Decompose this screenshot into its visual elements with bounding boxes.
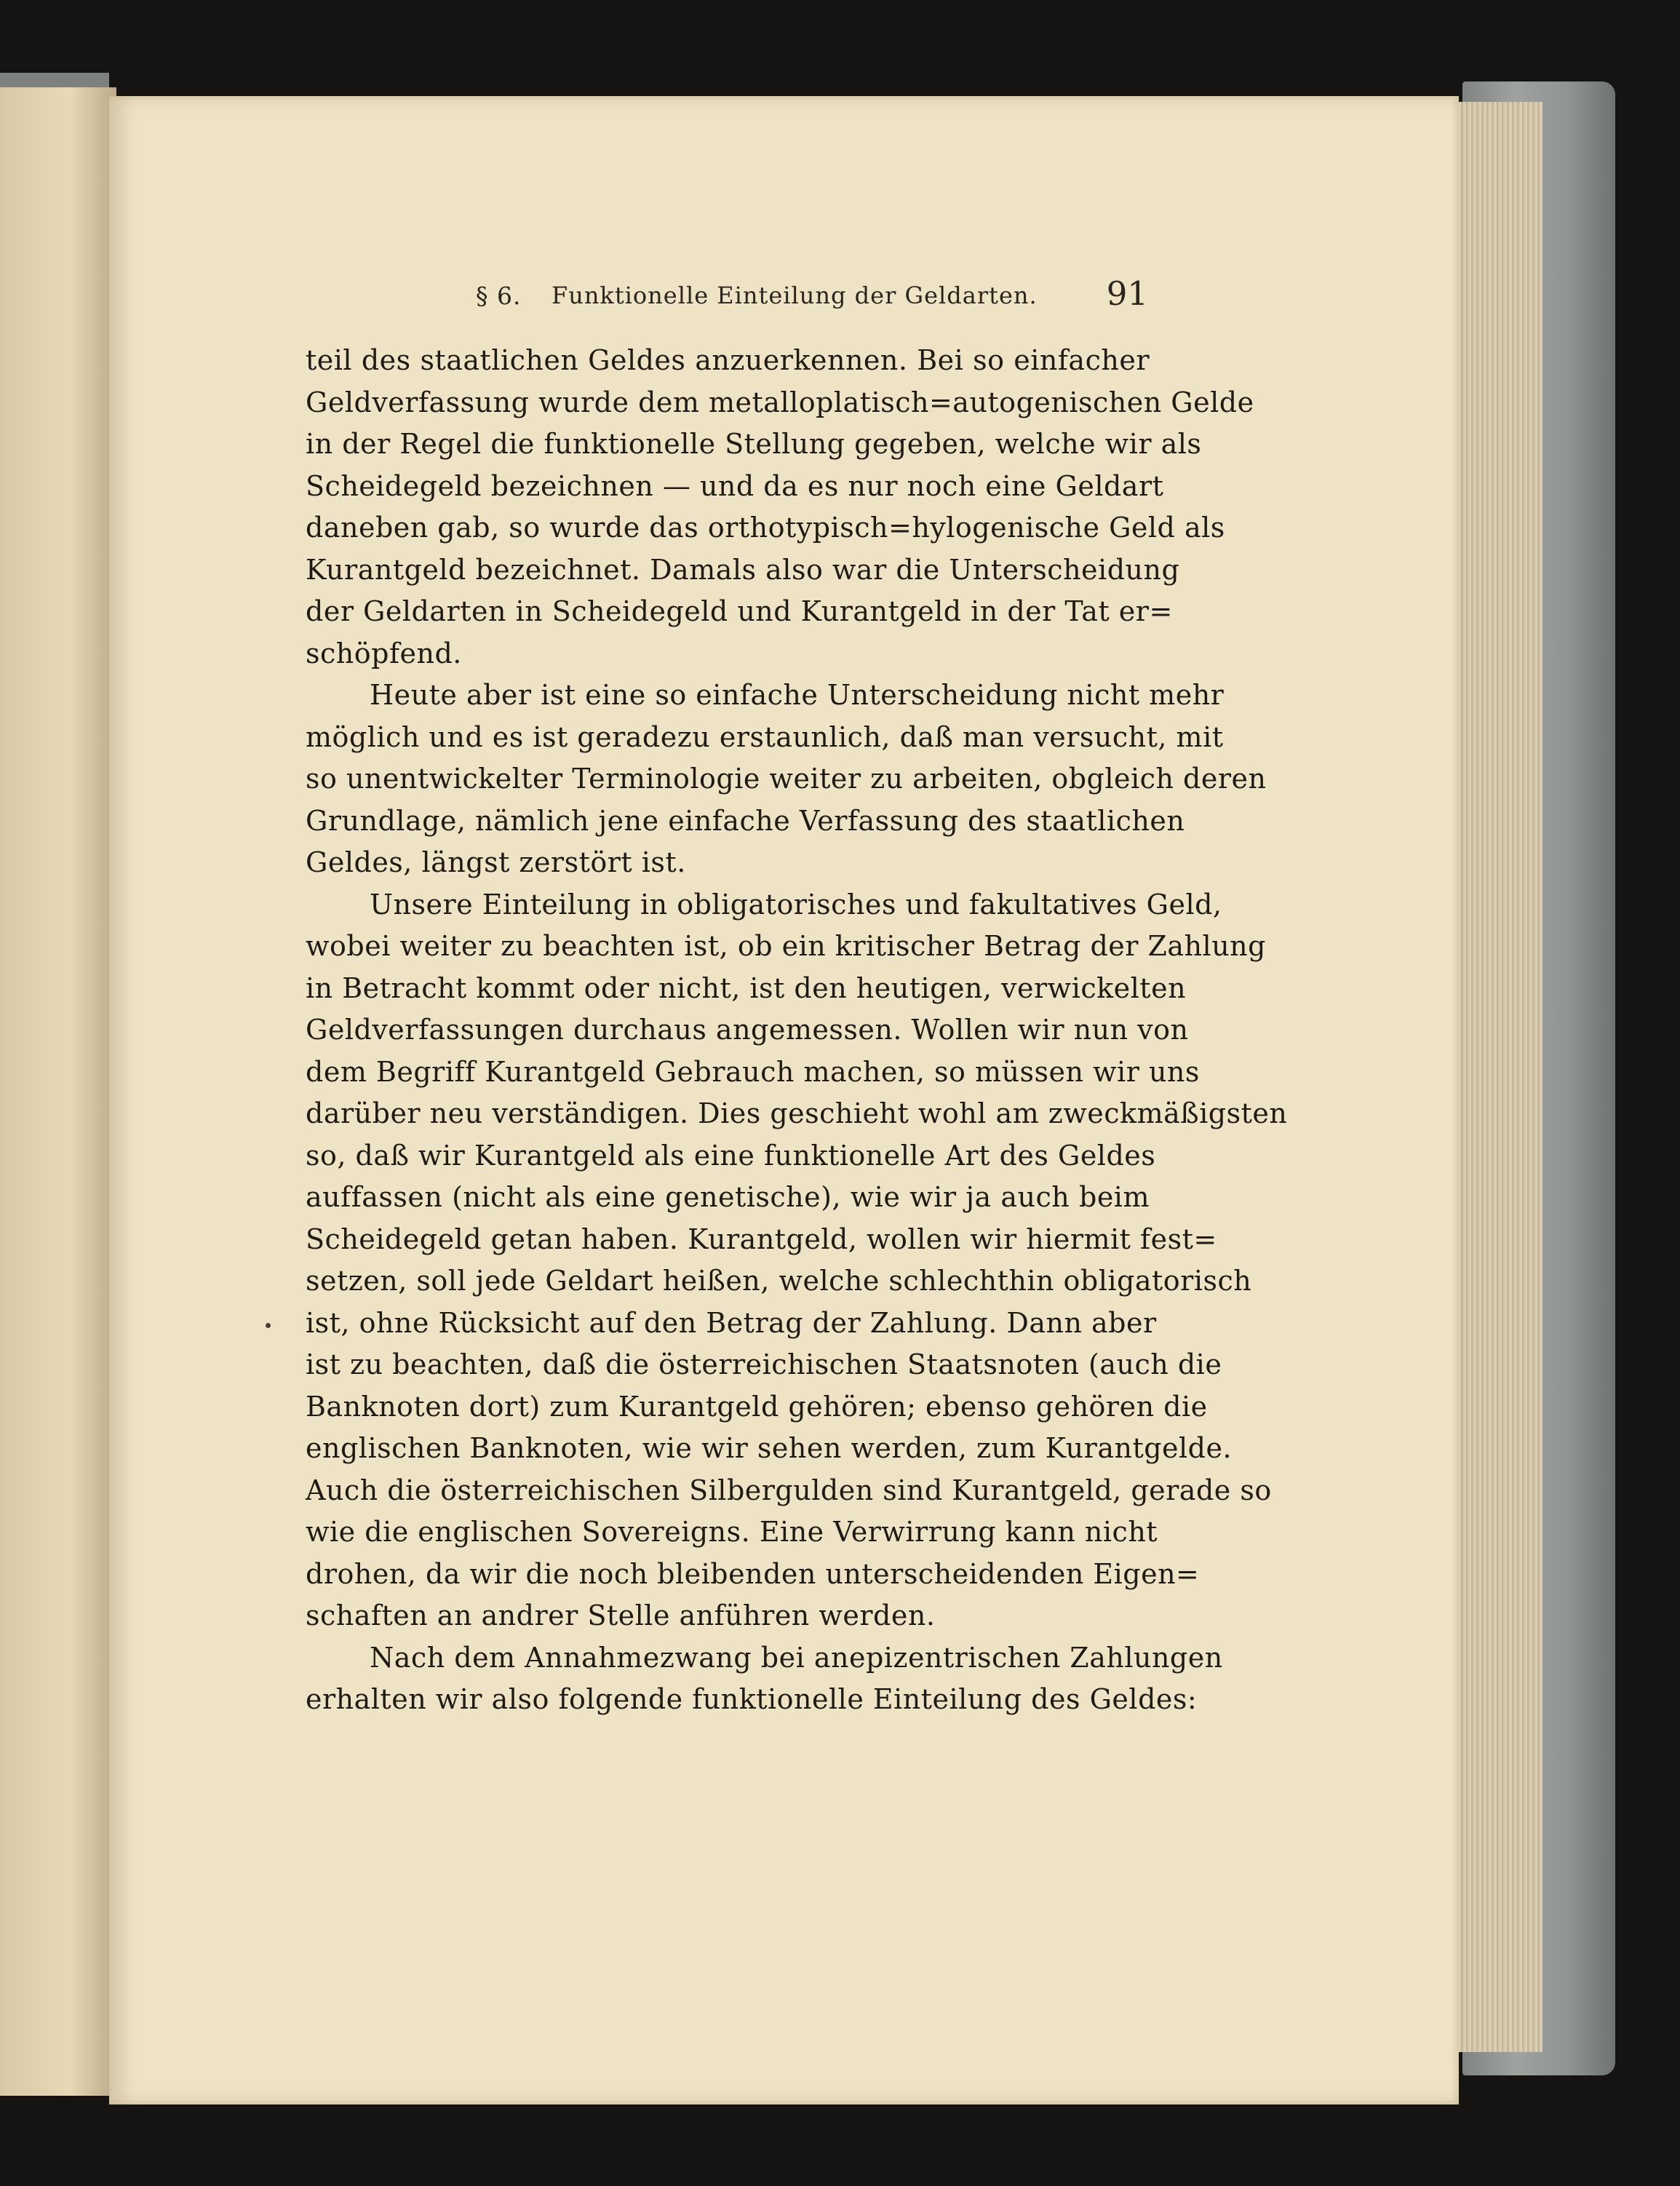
text-line: darüber neu verständigen. Dies geschieht wohl am zweckmäßigsten: [306, 1097, 1288, 1129]
text-line: so, daß wir Kurantgeld als eine funktionelle Art des Geldes: [306, 1139, 1156, 1172]
text-line: wobei weiter zu beachten ist, ob ein kritischer Betrag der Zahlung: [306, 930, 1266, 962]
section-number: § 6.: [476, 282, 522, 310]
text-line: schöpfend.: [306, 637, 462, 669]
ink-speck: [266, 1323, 271, 1328]
body-text: [306, 340, 1288, 1721]
text-line: Scheidegeld bezeichnen — und da es nur noch eine Geldart: [306, 469, 1164, 502]
text-line: Nach dem Annahmezwang bei anepizentrischen Zahlungen: [370, 1641, 1223, 1674]
text-line: Heute aber ist eine so einfache Unterscheidung nicht mehr: [370, 679, 1225, 711]
text-line: Geldverfassung wurde dem metalloplatisch=autogenischen Gelde: [306, 386, 1254, 418]
page-number: 91: [1106, 274, 1148, 313]
text-line: dem Begriff Kurantgeld Gebrauch machen, so müssen wir uns: [306, 1055, 1200, 1088]
text-line: auffassen (nicht als eine genetische), wie wir ja auch beim: [306, 1181, 1150, 1213]
paragraph: [306, 675, 1267, 884]
text-line: Scheidegeld getan haben. Kurantgeld, wollen wir hiermit fest=: [306, 1223, 1217, 1255]
paragraph: [306, 884, 1288, 1637]
text-line: Auch die österreichischen Silbergulden sind Kurantgeld, gerade so: [306, 1474, 1272, 1506]
text-line: in der Regel die funktionelle Stellung gegeben, welche wir als: [306, 428, 1202, 460]
page-header: [304, 274, 1148, 322]
text-line: so unentwickelter Terminologie weiter zu arbeiten, obgleich deren: [306, 763, 1267, 795]
text-line: drohen, da wir die noch bleibenden unterscheidenden Eigen=: [306, 1557, 1200, 1590]
text-line: ist zu beachten, daß die österreichischen Staatsnoten (auch die: [306, 1348, 1222, 1380]
paragraph: [306, 1637, 1223, 1721]
text-line: möglich und es ist geradezu erstaunlich, daß man versucht, mit: [306, 720, 1224, 753]
text-line: englischen Banknoten, wie wir sehen werden, zum Kurantgelde.: [306, 1432, 1233, 1464]
text-line: erhalten wir also folgende funktionelle Einteilung des Geldes:: [306, 1683, 1198, 1715]
text-line: teil des staatlichen Geldes anzuerkennen. Bei so einfacher: [306, 344, 1150, 376]
running-title: Funktionelle Einteilung der Geldarten.: [552, 282, 1038, 309]
left-page-edge: [0, 87, 116, 2096]
text-line: daneben gab, so wurde das orthotypisch=hylogenische Geld als: [306, 512, 1225, 544]
text-line: schaften an andrer Stelle anführen werden.: [306, 1599, 936, 1631]
text-line: Grundlage, nämlich jene einfache Verfassung des staatlichen: [306, 804, 1185, 837]
text-line: ist, ohne Rücksicht auf den Betrag der Zahlung. Dann aber: [306, 1306, 1157, 1339]
page-stack-edge: [1448, 102, 1542, 2052]
paragraph: [306, 340, 1254, 675]
text-line: Geldes, längst zerstört ist.: [306, 846, 686, 878]
text-line: Geldverfassungen durchaus angemessen. Wollen wir nun von: [306, 1014, 1189, 1046]
text-line: wie die englischen Sovereigns. Eine Verwirrung kann nicht: [306, 1516, 1158, 1548]
text-line: setzen, soll jede Geldart heißen, welche schlechthin obligatorisch: [306, 1265, 1252, 1297]
text-line: Unsere Einteilung in obligatorisches und fakultatives Geld,: [370, 888, 1222, 921]
text-line: Banknoten dort) zum Kurantgeld gehören; ebenso gehören die: [306, 1390, 1208, 1423]
text-line: in Betracht kommt oder nicht, ist den heutigen, verwickelten: [306, 971, 1187, 1004]
text-line: Kurantgeld bezeichnet. Damals also war die Unterscheidung: [306, 553, 1180, 586]
text-line: der Geldarten in Scheidegeld und Kurantgeld in der Tat er=: [306, 595, 1173, 627]
